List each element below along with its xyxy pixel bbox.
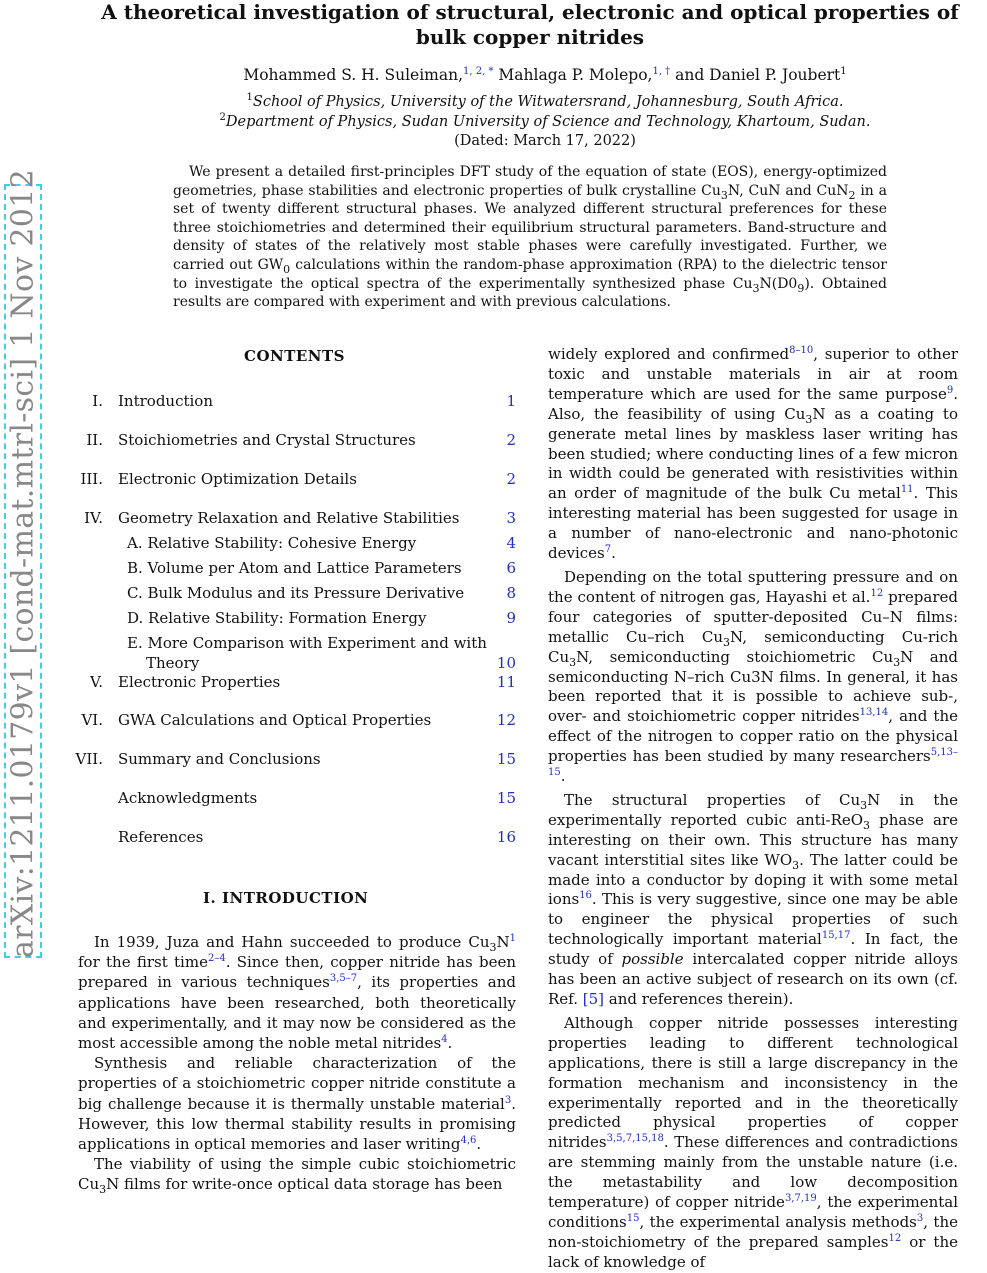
author-suleiman-marks[interactable]: 1, 2, * [463,65,494,77]
toc-entry-label[interactable]: Summary and Conclusions [118,750,321,768]
toc-entry-number: IV. [84,509,103,527]
toc-entry-page-link[interactable]: 9 [506,609,516,627]
paper-title: A theoretical investigation of structural, electronic and optical properties of bulk copper nitrides [101,0,959,49]
citation[interactable]: 7 [604,544,612,556]
toc-entry-number: III. [80,470,103,488]
citation[interactable]: 1 [509,933,516,944]
toc-entry[interactable] [78,431,518,453]
toc-entry[interactable] [78,673,518,695]
reference-link[interactable]: [5] [582,990,604,1008]
intro-paragraph-2: Synthesis and reliable characterization of the properties of a stoichiometric copper nitride constitute a big challenge because it is thermally unstable material$^3$. However, this low thermal stability results in promising applications in optical memories and laser writing$^{4,6}$. [78,1054,516,1154]
toc-entry-label[interactable]: References [118,828,204,846]
toc-entry[interactable] [75,750,518,772]
left-column-text [78,932,516,1195]
toc-entry[interactable] [78,470,518,492]
toc-entry-label[interactable]: A. Relative Stability: Cohesive Energy [127,534,417,552]
toc-entry-page-link[interactable]: 15 [496,789,516,807]
toc-entry-label[interactable]: Stoichiometries and Crystal Structures [118,431,416,449]
author-suleiman: Mohammed S. H. Suleiman, [243,66,464,84]
toc-entry-page-link[interactable]: 3 [506,509,516,527]
citation[interactable]: 15 [626,1212,640,1224]
author-molepo-marks[interactable]: 1, † [652,65,671,77]
toc-entry[interactable] [78,634,518,656]
toc-entry-label[interactable]: B. Volume per Atom and Lattice Parameters [127,559,462,577]
toc-entry-page-link[interactable]: 8 [506,584,516,602]
contents-heading: CONTENTS [244,347,346,365]
toc-entry-number: V. [90,673,103,691]
toc-entry-page-link[interactable]: 1 [506,392,516,410]
arxiv-stamp[interactable]: arXiv:1211.0179v1 [cond-mat.mtrl-sci] 1 Nov 2012 [5,169,41,958]
toc-entry-label[interactable]: Acknowledgments [118,789,258,807]
date-line: (Dated: March 17, 2022) [454,133,636,149]
toc-entry-page-link[interactable]: 2 [506,470,516,488]
toc-entry[interactable] [78,584,518,606]
citation[interactable]: 13,14 [859,707,889,719]
author-joubert-marks: 1 [840,65,847,77]
toc-entry[interactable] [78,789,518,811]
citation[interactable]: 3,5,7,15,18 [606,1133,664,1145]
toc-entry-page-link[interactable]: 15 [496,750,516,768]
citation[interactable]: 3 [916,1212,924,1224]
citation[interactable]: 12 [888,1232,902,1244]
intro-paragraph-3: The viability of using the simple cubic stoichiometric $Cu_3N$ films for write-once optical data storage has been [78,1155,516,1197]
toc-entry[interactable] [78,392,518,414]
toc-entry-number: I. [92,392,103,410]
toc-entry[interactable] [78,609,518,631]
toc-entry-number: II. [86,431,103,449]
intro-paragraph-1: In 1939, Juza and Hahn succeeded to produce $Cu_3N^1$ for the first time$^{2-4}$. Since then, copper nitride has been prepared in various techniques$^{3,5-7}$, its properties and applications have been researched, both theoretically and experimentally, and it may now be considered as the most accessible among the noble metal nitrides$^4$. [78,933,516,1053]
citation[interactable]: 5,13–15 [548,747,958,779]
citation[interactable]: 16 [579,890,592,902]
toc-entry[interactable] [78,559,518,581]
toc-entry-label[interactable]: D. Relative Stability: Formation Energy [127,609,427,627]
citation[interactable]: 12 [870,587,884,599]
author-joubert: and Daniel P. Joubert [670,66,841,84]
right-column-text [548,345,958,1273]
right-paragraph-3: The structural properties of $Cu_3N$ in the experimentally reported cubic anti-ReO$_3$ phase are interesting on their own. This structure has many vacant interstitial sites like $WO_3$. The latter could be made into a conductor by doping it with some metal ions$^{16}$. This is very suggestive, since one may be able to engineer the physical properties of such technologically important material$^{15,17}$. In fact, the study of possible intercalated copper nitride alloys has been an active subject of research on its own (cf. Ref. [5] and references therein). [548,790,958,1008]
toc-entry[interactable] [78,534,518,556]
right-paragraph-1: widely explored and confirmed$^{8-10}$, superior to other toxic and unstable materials in air at room temperature which are used for the same purpose$^9$. Also, the feasibility of using $Cu_3N$ as a coating to generate metal lines by maskless laser writing has been studied; where conducting lines of a few micron in width could be generated with resistivities within an order of magnitude of the bulk Cu metal$^{11}$. This interesting material has been suggested for usage in a number of nano-electronic and nano-photonic devices$^7$. [548,345,958,563]
citation[interactable]: 3,5–7 [329,973,358,985]
toc-entry-page-link[interactable]: 16 [496,828,516,846]
toc-entry-label[interactable]: Theory [146,654,200,672]
toc-entry-page-link[interactable]: 4 [506,534,516,552]
toc-entry[interactable] [78,711,518,733]
toc-entry-label[interactable]: Electronic Properties [118,673,281,691]
toc-entry-label[interactable]: E. More Comparison with Experiment and with [127,634,487,652]
citation[interactable]: 3 [504,1094,512,1106]
toc-entry-label[interactable]: Introduction [118,392,213,410]
citation[interactable]: 11 [900,484,914,496]
introduction-heading: I. INTRODUCTION [203,889,369,907]
toc-entry-label[interactable]: Electronic Optimization Details [118,470,357,488]
toc-entry-page-link[interactable]: 11 [496,673,516,691]
citation[interactable]: 4,6 [460,1135,477,1147]
right-paragraph-2: Depending on the total sputtering pressure and on the content of nitrogen gas, Hayashi et al.$^{12}$ prepared four categories of sputter-deposited Cu–N films: metallic Cu–rich $Cu_3N$, semiconducting Cu-rich $Cu_3N$, semiconducting stoichiometric $Cu_3N$ and semiconducting N–rich Cu3N films. In general, it has been reported that it is possible to achieve sub-, over- and stoichiometric copper nitrides$^{13,14}$, and the effect of the nitrogen to copper ratio on the physical properties has been studied by many researchers$^{5,13-15}$. [548,567,959,786]
abstract: We present a detailed first-principles DFT study of the equation of state (EOS), energy-optimized geometries, phase stabilities and electronic properties of bulk crystalline $Cu_3N$, CuN and CuN$_2$ in a set of twenty different structural phases. We analyzed different structural preferences for these three stoichiometries and determined their equilibrium structural parameters. Band-structure and density of states of the relatively most stable phases were carefully investigated. Further, we carried out $GW_0$ calculations within the random-phase approximation (RPA) to the dielectric tensor to investigate the optical spectra of the experimentally synthesized phase $Cu_3N(D0_9)$. Obtained results are compared with experiment and with previous calculations. [173,164,887,311]
toc-entry-number: VI. [81,711,103,729]
right-paragraph-4: Although copper nitride possesses interesting properties leading to different technological applications, there is still a large discrepancy in the formation mechanism and inconsistency in the experimentally reported and in the theoretically predicted physical properties of copper nitrides$^{3,5,7,15,18}$. These differences and contradictions are stemming mainly from the unstable nature (i.e. the metastability and low decomposition temperature) of copper nitride$^{3,7,19}$, the experimental conditions$^{15}$, the experimental analysis methods$^3$, the non-stoichiometry of the prepared samples$^{12}$ or the lack of knowledge of [548,1013,959,1271]
toc-entry-label[interactable]: GWA Calculations and Optical Properties [118,711,432,729]
toc-entry[interactable] [78,828,518,850]
citation[interactable]: 3,7,19 [784,1193,817,1205]
citation[interactable]: 8–10 [789,345,814,356]
citation[interactable]: 9 [946,384,954,396]
citation[interactable]: 4 [441,1034,448,1046]
toc-entry-page-link[interactable]: 6 [506,559,516,577]
toc-entry-number: VII. [75,750,103,768]
affiliation-2: $^2$Department of Physics, Sudan University of Science and Technology, Khartoum, Sudan. [219,112,871,130]
toc-entry-label[interactable]: Geometry Relaxation and Relative Stabilities [118,509,460,527]
author-molepo: Mahlaga P. Molepo, [493,66,653,84]
toc-entry-page-link[interactable]: 12 [496,711,516,729]
author-list [0,66,987,84]
citation[interactable]: 15,17 [821,930,851,942]
toc-entry-page-link[interactable]: 2 [506,431,516,449]
toc-entry[interactable] [78,509,518,531]
toc-entry-page-link[interactable]: 10 [496,654,516,672]
toc-entry-label[interactable]: C. Bulk Modulus and its Pressure Derivative [127,584,465,602]
affiliation-1: $^1$School of Physics, University of the Witwatersrand, Johannesburg, South Africa. [246,92,844,110]
citation[interactable]: 2–4 [207,953,226,965]
